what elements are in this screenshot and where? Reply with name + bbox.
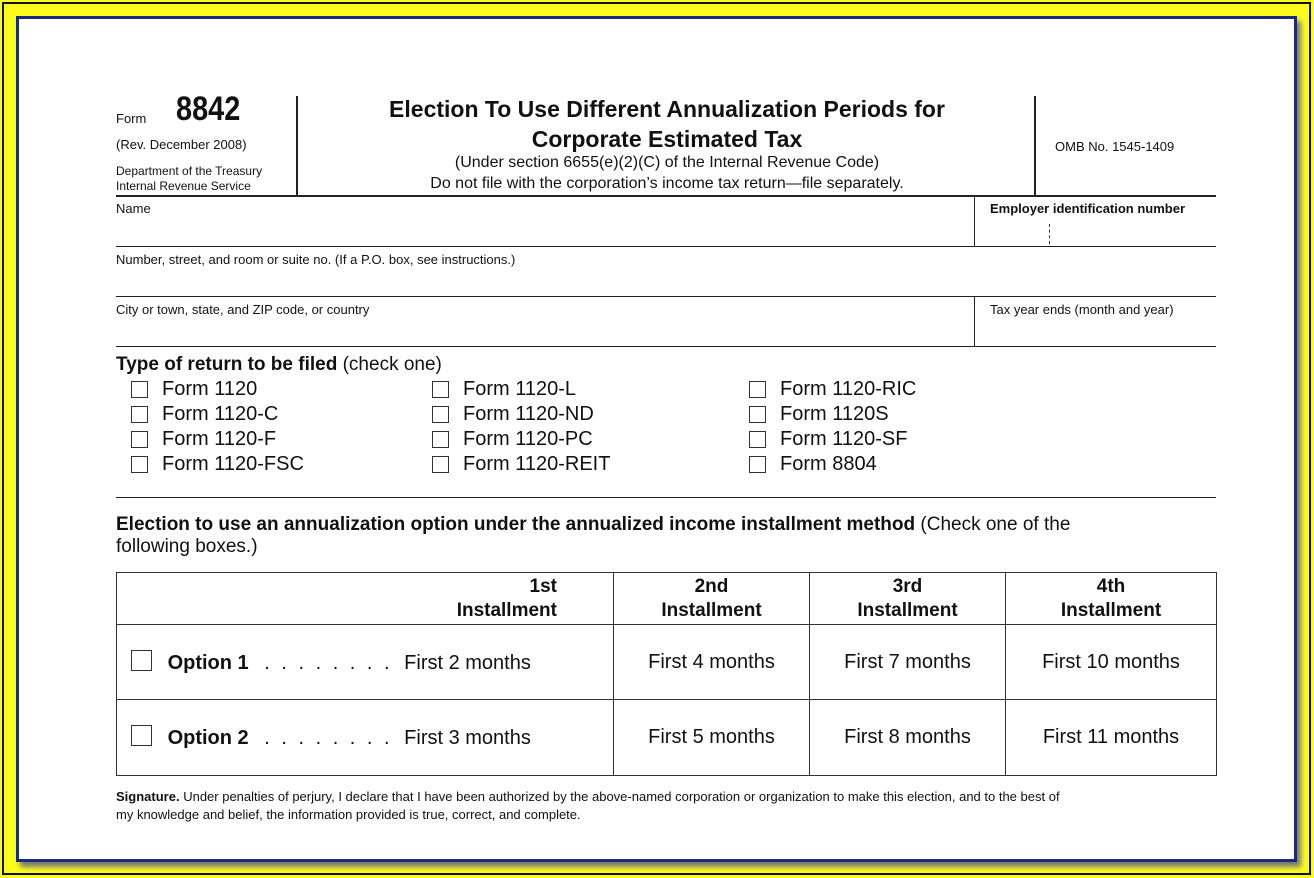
election-heading: Election to use an annualization option under the annualized income installment method (Check one of the following boxes.) — [116, 514, 1071, 557]
return-type-option: Form 1120-ND — [463, 403, 594, 425]
return-type-option: Form 1120-L — [463, 378, 577, 400]
irs: Internal Revenue Service — [116, 179, 251, 193]
revision: (Rev. December 2008) — [116, 137, 247, 152]
tax-year-field[interactable]: Tax year ends (month and year) — [990, 302, 1174, 317]
checkbox-col1-1[interactable] — [131, 406, 148, 423]
address-field[interactable]: Number, street, and room or suite no. (If a P.O. box, see instructions.) — [116, 252, 516, 267]
checkbox-col2-2[interactable] — [432, 431, 449, 448]
checkbox-col1-2[interactable] — [131, 431, 148, 448]
header-4th: 4th Installment — [1006, 573, 1217, 625]
option-1-checkbox[interactable] — [131, 650, 152, 671]
checkbox-col2-1[interactable] — [432, 406, 449, 423]
option-1-row: Option 1 . . . . . . . . First 2 months First 4 months First 7 months First 10 months — [117, 625, 1217, 700]
checkbox-col2-0[interactable] — [432, 381, 449, 398]
return-type-option: Form 1120-F — [162, 428, 277, 450]
return-type-option: Form 1120-RIC — [780, 378, 917, 400]
checkbox-col1-3[interactable] — [131, 456, 148, 473]
city-field[interactable]: City or town, state, and ZIP code, or country — [116, 302, 370, 317]
option-2-row: Option 2 . . . . . . . . First 3 months First 5 months First 8 months First 11 months — [117, 700, 1217, 776]
checkbox-col3-2[interactable] — [749, 431, 766, 448]
return-type-option: Form 1120 — [162, 378, 258, 400]
return-type-option: Form 8804 — [780, 453, 877, 475]
form-number: 8842 — [176, 90, 241, 128]
checkbox-col2-3[interactable] — [432, 456, 449, 473]
return-type-heading: Type of return to be filed (check one) — [116, 354, 442, 375]
header-2nd: 2nd Installment — [614, 573, 810, 625]
form-label: Form — [116, 111, 147, 126]
checkbox-col1-0[interactable] — [131, 381, 148, 398]
return-type-option: Form 1120-PC — [463, 428, 593, 450]
checkbox-col3-1[interactable] — [749, 406, 766, 423]
return-type-option: Form 1120-REIT — [463, 453, 611, 475]
header-1st: 1st Installment — [117, 573, 614, 625]
header-3rd: 3rd Installment — [810, 573, 1006, 625]
form-subtitle: (Under section 6655(e)(2)(C) of the Internal Revenue Code) Do not file with the corporation’s income tax return—file separately. — [430, 154, 904, 192]
checkbox-col3-0[interactable] — [749, 381, 766, 398]
return-type-option: Form 1120-C — [162, 403, 279, 425]
installment-table — [116, 572, 1217, 776]
omb-number: OMB No. 1545-1409 — [1055, 139, 1175, 154]
name-field[interactable]: Name — [116, 201, 151, 216]
dept: Department of the Treasury — [116, 164, 263, 178]
ein-field[interactable]: Employer identification number — [990, 201, 1186, 216]
option-2-checkbox[interactable] — [131, 725, 152, 746]
return-type-option: Form 1120-FSC — [162, 453, 304, 475]
form-title: Election To Use Different Annualization Periods for Corporate Estimated Tax — [389, 96, 945, 152]
return-type-option: Form 1120-SF — [780, 428, 908, 450]
checkbox-col3-3[interactable] — [749, 456, 766, 473]
signature-statement: Signature. Under penalties of perjury, I declare that I have been authorized by the above-named corporation or organization to make this election, and to the best of my knowledge and belief, the information provided is true, correct, and complete. — [116, 789, 1060, 822]
return-type-option: Form 1120S — [780, 403, 889, 425]
